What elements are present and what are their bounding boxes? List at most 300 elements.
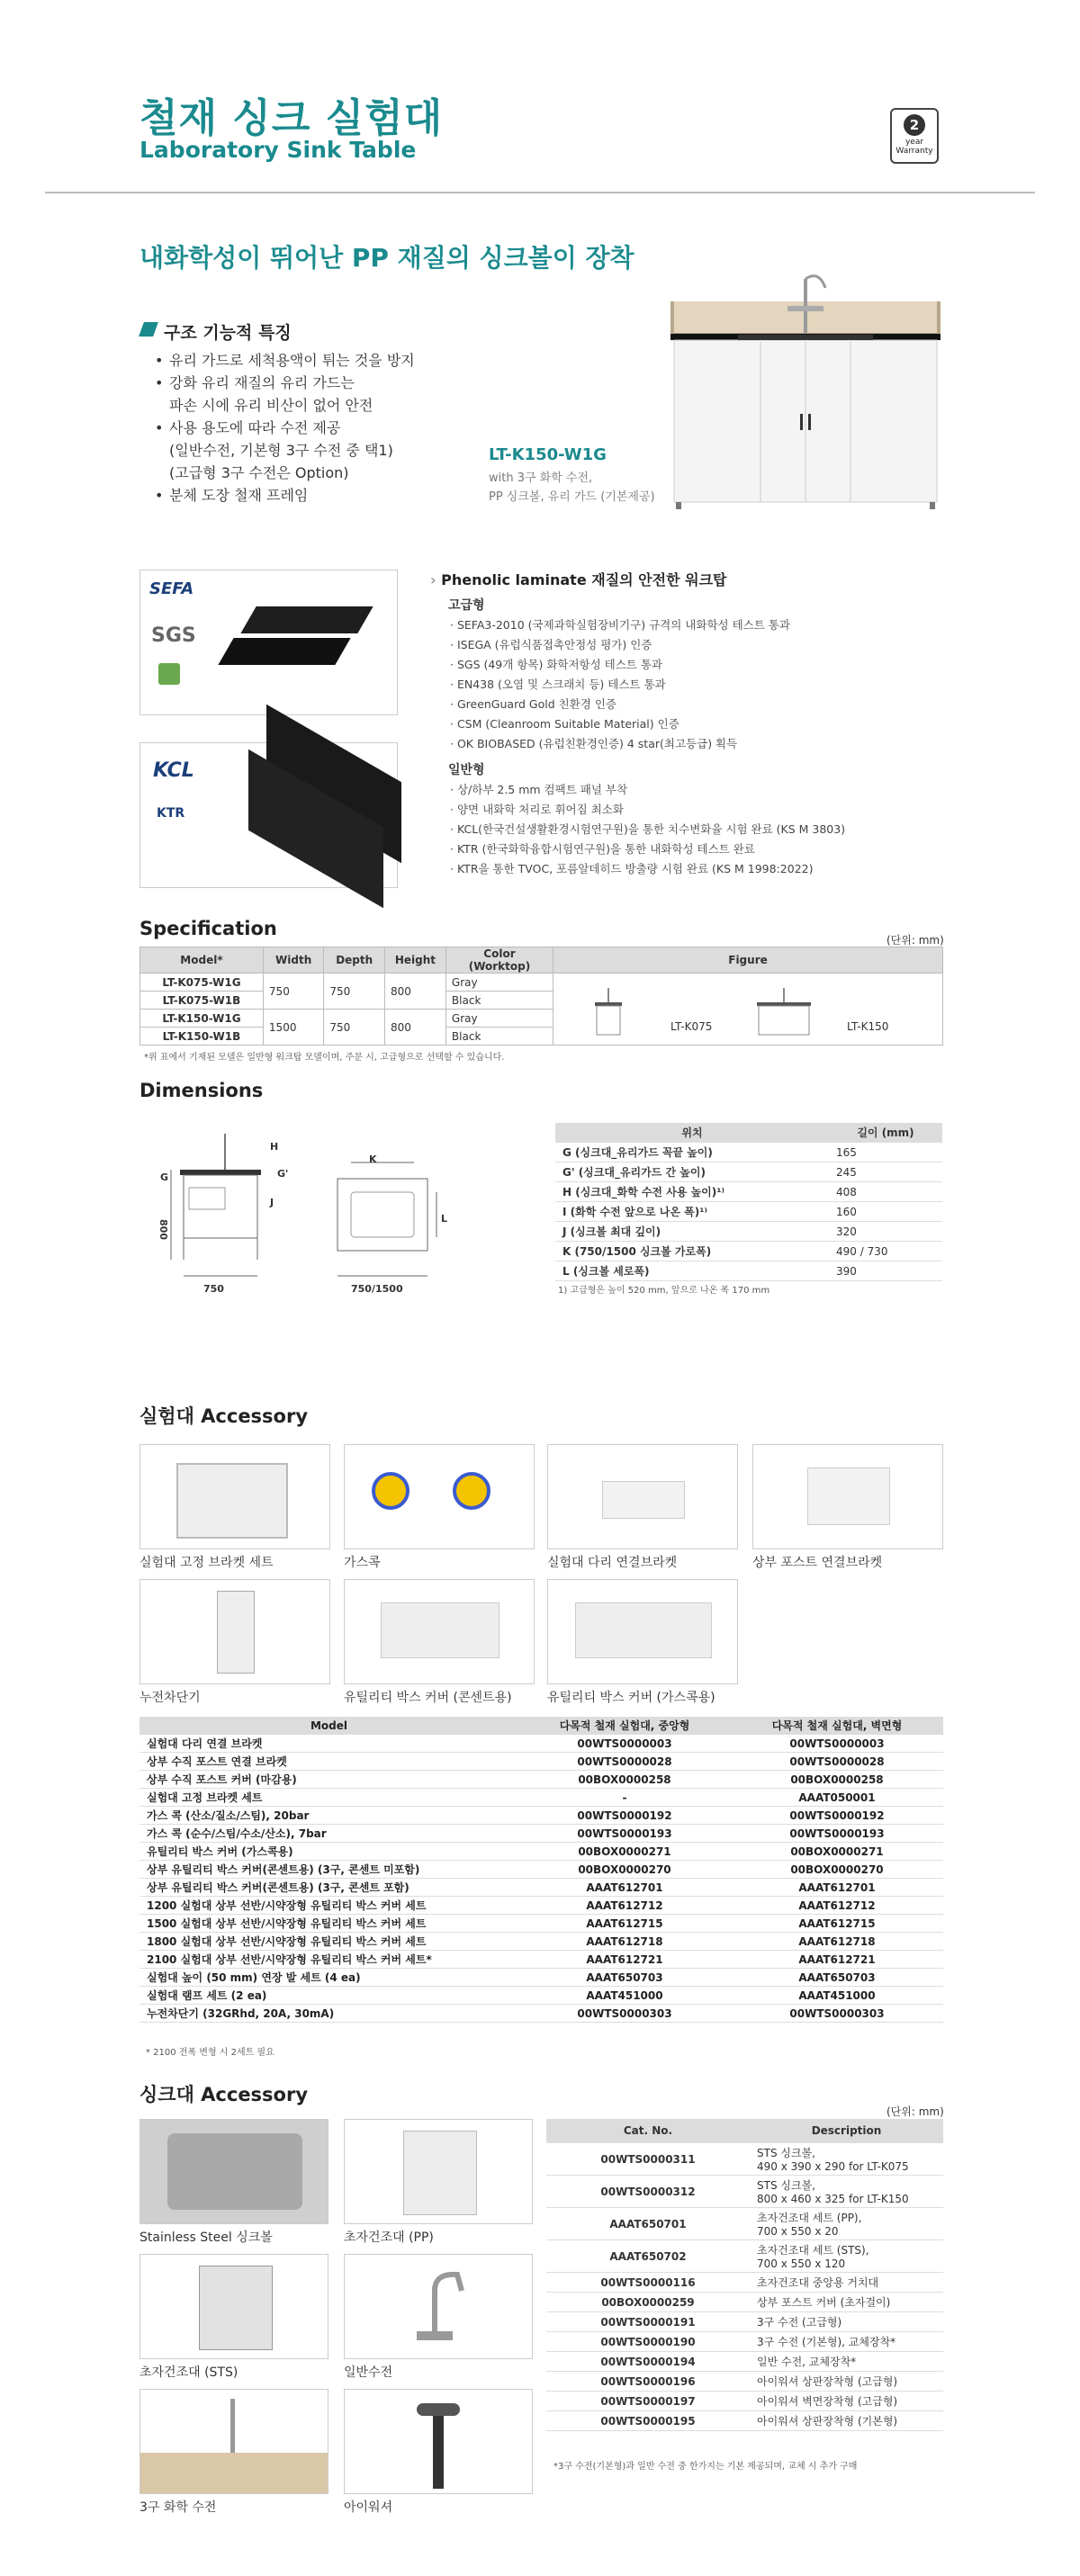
dim-row xyxy=(555,1222,942,1242)
table-row xyxy=(546,2208,943,2240)
acc-code: AAAT451000 xyxy=(731,1987,943,2005)
spec-depth: 750 xyxy=(324,1010,385,1046)
acc-code: 00WTS0000303 xyxy=(518,2005,731,2023)
acc-label-breaker: 누전차단기 xyxy=(140,1691,201,1705)
eyewash-stem xyxy=(433,2408,444,2489)
worktop-item-text: GreenGuard Gold 친환경 인증 xyxy=(456,697,616,711)
pp-rack-shape xyxy=(403,2131,477,2215)
dim-pos: J (싱크볼 최대 깊이) xyxy=(555,1222,829,1242)
table-row xyxy=(140,1987,943,2005)
acc-code: 00WTS0000193 xyxy=(518,1825,731,1843)
acc-code: 00WTS0000028 xyxy=(518,1753,731,1771)
acc-model: 상부 수직 포스트 커버 (마감용) xyxy=(140,1771,518,1789)
acc-model: 누전차단기 (32GRhd, 20A, 30mA) xyxy=(140,2005,518,2023)
acc-code: AAAT612718 xyxy=(731,1933,943,1951)
acc-code: AAAT612712 xyxy=(731,1897,943,1915)
panel-bottom xyxy=(218,638,350,665)
sink-desc-line1: 초자건조대 중앙용 거치대 xyxy=(757,2276,879,2289)
acc-model: 유틸리티 박스 커버 (가스콕용) xyxy=(140,1843,518,1861)
sink-desc-line1: 아이워셔 벽면장착형 (고급형) xyxy=(757,2395,898,2408)
sink-desc xyxy=(750,2411,943,2431)
acc-code: 00WTS0000192 xyxy=(731,1807,943,1825)
acc-model: 가스 콕 (산소/질소/스팀), 20bar xyxy=(140,1807,518,1825)
bullet-icon: · xyxy=(450,697,457,711)
spec-model: LT-K075-W1B xyxy=(140,992,264,1010)
table-row xyxy=(140,1879,943,1897)
acc-label-gascock: 가스콕 xyxy=(344,1556,381,1570)
table-row xyxy=(546,2273,943,2293)
sink-desc xyxy=(750,2208,943,2240)
acc-code: 00BOX0000270 xyxy=(731,1861,943,1879)
3way-bg xyxy=(140,2453,328,2493)
table-row xyxy=(140,1735,943,1753)
product-model: LT-K150-W1G xyxy=(489,445,607,464)
acc-header-center: 다목적 철재 실험대, 중앙형 xyxy=(518,1717,731,1735)
worktop-item-text: EN438 (오염 및 스크래치 등) 테스트 통과 xyxy=(456,678,666,691)
spec-table xyxy=(140,947,943,1046)
lab-accessory-table xyxy=(140,1717,943,2023)
spec-fig-label-2: LT-K150 xyxy=(847,1020,889,1033)
chevron-right-icon: › xyxy=(430,571,442,588)
dim-row xyxy=(555,1182,942,1202)
acc-model: 2100 실험대 상부 선반/시약장형 유틸리티 박스 커버 세트* xyxy=(140,1951,518,1969)
table-row xyxy=(546,2372,943,2392)
acc-model: 가스 콕 (순수/스팀/수소/산소), 7bar xyxy=(140,1825,518,1843)
worktop-item-text: SGS (49개 항목) 화학저항성 테스트 통과 xyxy=(456,658,663,671)
worktop-item-text: KTR을 통한 TVOC, 포름알데히드 방출량 시험 완료 (KS M 1998:2022) xyxy=(456,862,814,875)
acc-code: 00BOX0000271 xyxy=(518,1843,731,1861)
acc-model: 상부 유틸리티 박스 커버(콘센트용) (3구, 콘센트 미포함) xyxy=(140,1861,518,1879)
product-image xyxy=(662,270,950,531)
kcl-logo: KCL xyxy=(153,759,194,782)
gascock-1 xyxy=(372,1472,410,1510)
acc-header-wall: 다목적 철재 실험대, 벽면형 xyxy=(731,1717,943,1735)
spec-title: Specification xyxy=(140,918,277,939)
table-row xyxy=(546,2293,943,2312)
warranty-badge xyxy=(890,108,939,164)
bullet-icon: · xyxy=(450,737,457,750)
spec-header-depth: Depth xyxy=(324,947,385,974)
sink-desc-line1: 아이워셔 상판장착형 (기본형) xyxy=(757,2415,898,2428)
dimensions-title: Dimensions xyxy=(140,1080,264,1101)
acc-code: AAAT050001 xyxy=(731,1789,943,1807)
sink-unit: (단위: mm) xyxy=(886,2105,944,2118)
acc-model: 상부 유틸리티 박스 커버(콘센트용) (3구, 콘센트 포함) xyxy=(140,1879,518,1897)
worktop-item-text: SEFA3-2010 (국제과학실험장비기구) 규격의 내화학성 테스트 통과 xyxy=(456,618,790,632)
spec-color: Black xyxy=(446,1028,553,1046)
features-title: 구조 기능적 특징 xyxy=(164,323,292,343)
product-desc xyxy=(489,469,655,507)
worktop-item xyxy=(450,734,790,754)
worktop-item xyxy=(450,635,790,655)
acc-code: AAAT650703 xyxy=(731,1969,943,1987)
worktop-item-text: KTR (한국화학융합시험연구원)을 통한 내화학성 테스트 완료 xyxy=(456,842,755,856)
worktop-item-text: 상/하부 2.5 mm 컴팩트 패널 부착 xyxy=(456,783,628,796)
acc-label-leg-bracket: 실험대 다리 연결브라켓 xyxy=(547,1556,678,1570)
dim-val: 165 xyxy=(829,1143,942,1162)
table-row xyxy=(546,2352,943,2372)
table-row xyxy=(140,1861,943,1879)
acc-code: AAAT451000 xyxy=(518,1987,731,2005)
feature-item: (고급형 3구 수전은 Option) xyxy=(169,464,349,481)
table-row xyxy=(140,1753,943,1771)
dim-row xyxy=(555,1202,942,1222)
acc-model: 1800 실험대 상부 선반/시약장형 유틸리티 박스 커버 세트 xyxy=(140,1933,518,1951)
feature-item: • 유리 가드로 세척용액이 튀는 것을 방지 xyxy=(153,349,477,372)
spec-header-model: Model* xyxy=(140,947,264,974)
dim-label-gp: G' xyxy=(277,1168,289,1180)
table-row xyxy=(546,2143,943,2176)
table-row xyxy=(546,2312,943,2332)
table-row xyxy=(140,1825,943,1843)
spec-color: Gray xyxy=(446,974,553,992)
table-row xyxy=(546,2411,943,2431)
spec-header-figure: Figure xyxy=(554,947,943,974)
dim-val: 490 / 730 xyxy=(829,1242,942,1261)
sink-header-cat: Cat. No. xyxy=(546,2119,750,2143)
sink-cat: AAAT650701 xyxy=(546,2208,750,2240)
sink-desc xyxy=(750,2332,943,2352)
table-row xyxy=(546,2240,943,2273)
acc-img-bracket-set xyxy=(140,1444,330,1549)
acc-code: 00WTS0000303 xyxy=(731,2005,943,2023)
spec-model: LT-K150-W1B xyxy=(140,1028,264,1046)
gas-cover-shape xyxy=(575,1602,712,1658)
acc-code: 00WTS0000003 xyxy=(518,1735,731,1753)
sink-label-eyewash: 아이워셔 xyxy=(344,2500,393,2515)
acc-code: 00BOX0000271 xyxy=(731,1843,943,1861)
table-row xyxy=(140,1897,943,1915)
acc-header-model: Model xyxy=(140,1717,518,1735)
sink-header-desc: Description xyxy=(750,2119,943,2143)
dim-pos: I (화학 수전 앞으로 나온 폭)¹⁾ xyxy=(555,1202,829,1222)
post-bracket-shape xyxy=(807,1468,890,1525)
acc-label-outlet-cover: 유틸리티 박스 커버 (콘센트용) xyxy=(344,1691,512,1705)
product-desc-line2: PP 싱크볼, 유리 가드 (기본제공) xyxy=(489,490,655,504)
sink-label-sts: Stainless Steel 싱크볼 xyxy=(140,2230,273,2245)
dim-label-h: H xyxy=(270,1141,279,1153)
worktop-title-text: Phenolic laminate 재질의 안전한 워크탑 xyxy=(441,571,727,588)
worktop-item xyxy=(450,800,845,820)
sink-desc xyxy=(750,2312,943,2332)
spec-color: Black xyxy=(446,992,553,1010)
dim-label-k: K xyxy=(369,1153,377,1165)
worktop-item xyxy=(450,714,790,734)
acc-model: 실험대 다리 연결 브라켓 xyxy=(140,1735,518,1753)
sink-desc xyxy=(750,2240,943,2273)
table-row xyxy=(140,1807,943,1825)
dim-note: 1) 고급형은 높이 520 mm, 앞으로 나온 폭 170 mm xyxy=(558,1286,770,1296)
spec-height: 800 xyxy=(384,974,446,1010)
dim-pos: L (싱크볼 세로폭) xyxy=(555,1261,829,1281)
spec-model: LT-K075-W1G xyxy=(140,974,264,992)
acc-code: AAAT612715 xyxy=(518,1915,731,1933)
dim-row xyxy=(555,1162,942,1182)
spec-header-color: Color (Worktop) xyxy=(446,947,553,974)
sink-label-pp-rack: 초자건조대 (PP) xyxy=(344,2230,434,2245)
sink-desc-line1: 초자건조대 세트 (PP), xyxy=(757,2212,862,2224)
bullet-icon: · xyxy=(450,658,457,671)
sink-img-3way xyxy=(140,2389,328,2494)
dim-val: 160 xyxy=(829,1202,942,1222)
acc-code: AAAT612721 xyxy=(518,1951,731,1969)
acc-img-outlet-cover xyxy=(344,1579,535,1684)
table-row xyxy=(140,1843,943,1861)
spec-header-height: Height xyxy=(384,947,446,974)
acc-code: 00BOX0000258 xyxy=(731,1771,943,1789)
dim-label-g: G xyxy=(160,1171,169,1183)
spec-figures xyxy=(559,975,937,1044)
acc-code: 00WTS0000003 xyxy=(731,1735,943,1753)
sink-desc-line2: 700 x 550 x 20 xyxy=(757,2225,839,2238)
worktop-title xyxy=(430,569,727,589)
dim-val: 408 xyxy=(829,1182,942,1202)
acc-img-leg-bracket xyxy=(547,1444,738,1549)
leg-bracket-shape xyxy=(602,1481,685,1519)
bullet-icon: · xyxy=(450,618,457,632)
dimensions-drawing xyxy=(144,1125,468,1305)
bullet-icon: · xyxy=(450,803,457,816)
acc-code: AAAT612718 xyxy=(518,1933,731,1951)
sink-cat: 00WTS0000312 xyxy=(546,2176,750,2208)
sink-cat: 00WTS0000191 xyxy=(546,2312,750,2332)
sink-desc xyxy=(750,2143,943,2176)
spec-fig-label-1: LT-K075 xyxy=(670,1020,713,1033)
dim-pos: G' (싱크대_유리가드 간 높이) xyxy=(555,1162,829,1182)
worktop-item xyxy=(450,839,845,859)
acc-model: 상부 수직 포스트 연결 브라켓 xyxy=(140,1753,518,1771)
acc-code: 00WTS0000193 xyxy=(731,1825,943,1843)
page-subtitle-en: Laboratory Sink Table xyxy=(140,137,417,163)
table-row xyxy=(140,1969,943,1987)
gascock-2 xyxy=(453,1472,490,1510)
sink-desc-line1: 초자건조대 세트 (STS), xyxy=(757,2244,869,2257)
sink-label-faucet: 일반수전 xyxy=(344,2365,393,2380)
header-divider xyxy=(45,192,1035,193)
acc-code: 00BOX0000270 xyxy=(518,1861,731,1879)
worktop-item-text: ISEGA (유럽식품접촉안정성 평가) 인증 xyxy=(456,638,652,651)
worktop-item xyxy=(450,615,790,635)
sefa-logo: SEFA xyxy=(149,579,194,598)
bullet-icon: · xyxy=(450,678,457,691)
spec-depth: 750 xyxy=(324,974,385,1010)
acc-code: AAAT612721 xyxy=(731,1951,943,1969)
acc-code: 00WTS0000028 xyxy=(731,1753,943,1771)
dim-label-800: 800 xyxy=(157,1219,169,1240)
spec-header-width: Width xyxy=(263,947,323,974)
dim-pos: H (싱크대_화학 수전 사용 높이)¹⁾ xyxy=(555,1182,829,1202)
sink-cat: AAAT650702 xyxy=(546,2240,750,2273)
worktop-item xyxy=(450,780,845,800)
sink-desc-line1: 3구 수전 (고급형) xyxy=(757,2316,842,2329)
worktop-item-text: KCL(한국건설생활환경시험연구원)을 통한 치수변화율 시험 완료 (KS M 3803) xyxy=(456,822,846,836)
worktop-item-text: CSM (Cleanroom Suitable Material) 인증 xyxy=(456,717,680,731)
dim-row xyxy=(555,1261,942,1281)
bullet-icon: · xyxy=(450,842,457,856)
dim-header-len: 길이 (mm) xyxy=(829,1123,942,1143)
sink-desc-line1: STS 싱크볼, xyxy=(757,2179,815,2192)
sink-desc-line1: STS 싱크볼, xyxy=(757,2147,815,2159)
acc-code: AAAT612701 xyxy=(518,1879,731,1897)
sink-desc-line2: 700 x 550 x 120 xyxy=(757,2257,846,2270)
acc-img-gascock xyxy=(344,1444,535,1549)
table-row xyxy=(140,2005,943,2023)
worktop-premium-list xyxy=(450,615,790,754)
sink-img-pp-rack xyxy=(344,2119,533,2224)
acc-code: AAAT612712 xyxy=(518,1897,731,1915)
spec-height: 800 xyxy=(384,1010,446,1046)
table-row xyxy=(140,1789,943,1807)
sink-cat: 00WTS0000194 xyxy=(546,2352,750,2372)
acc-model: 1500 실험대 상부 선반/시약장형 유틸리티 박스 커버 세트 xyxy=(140,1915,518,1933)
spec-note: *위 표에서 기재된 모델은 일반형 워크탑 모델이며, 주문 시, 고급형으로 선택할 수 있습니다. xyxy=(144,1053,505,1063)
worktop-item xyxy=(450,859,845,879)
acc-code: 00WTS0000192 xyxy=(518,1807,731,1825)
worktop-item xyxy=(450,820,845,839)
acc-code: - xyxy=(518,1789,731,1807)
dim-label-j: J xyxy=(270,1197,274,1208)
warranty-years: 2 xyxy=(904,114,925,136)
dim-row xyxy=(555,1143,942,1162)
sink-note: *3구 수전(기본형)과 일반 수전 중 한가지는 기본 제공되며, 교체 시 추가 구매 xyxy=(554,2462,858,2472)
spec-width: 750 xyxy=(263,974,323,1010)
greenguard-logo xyxy=(158,663,180,685)
outlet-cover-shape xyxy=(381,1602,500,1658)
bullet-icon: · xyxy=(450,822,457,836)
sts-rack-shape xyxy=(199,2266,273,2350)
sink-img-eyewash xyxy=(344,2389,533,2494)
sink-accessory-table xyxy=(546,2119,943,2431)
sink-cat: 00BOX0000259 xyxy=(546,2293,750,2312)
acc-label-post-bracket: 상부 포스트 연결브라켓 xyxy=(752,1556,883,1570)
acc-img-gas-cover xyxy=(547,1579,738,1684)
dim-label-l: L xyxy=(441,1213,448,1225)
dim-val: 245 xyxy=(829,1162,942,1182)
acc-code: 00BOX0000258 xyxy=(518,1771,731,1789)
dim-val: 320 xyxy=(829,1222,942,1242)
worktop-item xyxy=(450,695,790,714)
eyewash-head xyxy=(417,2403,460,2416)
worktop-standard-image xyxy=(140,742,398,888)
sink-desc xyxy=(750,2392,943,2411)
dim-pos: K (750/1500 싱크볼 가로폭) xyxy=(555,1242,829,1261)
sink-img-faucet xyxy=(344,2254,533,2359)
worktop-standard-title: 일반형 xyxy=(448,763,485,777)
acc-code: AAAT612715 xyxy=(731,1915,943,1933)
dim-label-750: 750 xyxy=(203,1283,224,1295)
dim-val: 390 xyxy=(829,1261,942,1281)
worktop-premium-image xyxy=(140,570,398,715)
table-row xyxy=(140,1915,943,1933)
sink-desc xyxy=(750,2176,943,2208)
warranty-label: Warranty xyxy=(896,147,933,156)
spec-width: 1500 xyxy=(263,1010,323,1046)
sink-desc-line1: 일반 수전, 교체장착* xyxy=(757,2356,857,2368)
dim-header-pos: 위치 xyxy=(555,1123,829,1143)
table-row xyxy=(546,2176,943,2208)
table-row xyxy=(140,1771,943,1789)
features-list xyxy=(153,349,477,507)
acc-label-gas-cover: 유틸리티 박스 커버 (가스콕용) xyxy=(547,1691,716,1705)
warranty-year-label: year xyxy=(904,138,924,147)
dim-pos: G (싱크대_유리가드 꼭끝 높이) xyxy=(555,1143,829,1162)
worktop-item xyxy=(450,675,790,695)
sink-cat: 00WTS0000197 xyxy=(546,2392,750,2411)
sink-desc-line1: 3구 수전 (기본형), 교체장착* xyxy=(757,2336,896,2348)
lab-accessory-title: 실험대 Accessory xyxy=(140,1405,309,1427)
acc-note: * 2100 전폭 변형 시 2세트 필요 xyxy=(146,2048,274,2058)
worktop-premium-title: 고급형 xyxy=(448,598,485,613)
table-row xyxy=(140,1933,943,1951)
sink-desc xyxy=(750,2293,943,2312)
breaker-shape xyxy=(217,1591,255,1674)
sink-desc-line2: 490 x 390 x 290 for LT-K075 xyxy=(757,2160,909,2173)
bracket-shape xyxy=(176,1463,288,1539)
worktop-standard-list xyxy=(450,780,845,879)
acc-code: AAAT650703 xyxy=(518,1969,731,1987)
sgs-logo: SGS xyxy=(151,624,196,647)
sink-img-sts-rack xyxy=(140,2254,328,2359)
bullet-icon: · xyxy=(450,717,457,731)
worktop-item-text: 양면 내화학 처리로 휘어짐 최소화 xyxy=(456,803,624,816)
spec-unit: (단위: mm) xyxy=(886,934,944,947)
acc-code: AAAT612701 xyxy=(731,1879,943,1897)
dimensions-table xyxy=(555,1123,942,1281)
table-row xyxy=(546,2332,943,2352)
spec-color: Gray xyxy=(446,1010,553,1028)
spec-model: LT-K150-W1G xyxy=(140,1010,264,1028)
feature-item: 파손 시에 유리 비산이 없어 안전 xyxy=(169,397,374,414)
acc-img-post-bracket xyxy=(752,1444,943,1549)
spec-figure-cell xyxy=(554,974,943,1046)
sink-accessory-title: 싱크대 Accessory xyxy=(140,2084,309,2105)
sink-desc xyxy=(750,2273,943,2293)
sink-label-sts-rack: 초자건조대 (STS) xyxy=(140,2365,238,2380)
sink-cat: 00WTS0000195 xyxy=(546,2411,750,2431)
table-row xyxy=(140,1951,943,1969)
3way-pipe xyxy=(230,2399,235,2453)
bullet-icon: · xyxy=(450,638,457,651)
sts-basin xyxy=(167,2133,302,2210)
acc-label-bracket-set: 실험대 고정 브라켓 세트 xyxy=(140,1556,274,1570)
sink-desc xyxy=(750,2352,943,2372)
sink-cat: 00WTS0000311 xyxy=(546,2143,750,2176)
acc-model: 실험대 램프 세트 (2 ea) xyxy=(140,1987,518,2005)
sink-cat: 00WTS0000196 xyxy=(546,2372,750,2392)
page-title: 철재 싱크 실험대 xyxy=(140,95,444,141)
section-subheading: 내화학성이 뛰어난 PP 재질의 싱크볼이 장착 xyxy=(140,243,634,273)
bullet-icon: · xyxy=(450,862,457,875)
feature-item: (일반수전, 기본형 3구 수전 중 택1) xyxy=(169,442,393,459)
acc-model: 1200 실험대 상부 선반/시약장형 유틸리티 박스 커버 세트 xyxy=(140,1897,518,1915)
sink-label-3way: 3구 화학 수전 xyxy=(140,2500,217,2515)
faucet-shape xyxy=(345,2255,532,2358)
worktop-item-text: OK BIOBASED (유럽친환경인증) 4 star(최고등급) 획득 xyxy=(456,737,738,750)
product-desc-line1: with 3구 화학 수전, xyxy=(489,471,593,485)
sink-cat: 00WTS0000190 xyxy=(546,2332,750,2352)
worktop-item xyxy=(450,655,790,675)
dim-label-750-1500: 750/1500 xyxy=(351,1283,403,1295)
acc-img-breaker xyxy=(140,1579,330,1684)
ktr-logo: KTR xyxy=(157,806,185,821)
table-row xyxy=(546,2392,943,2411)
sink-desc-line1: 상부 포스트 커버 (초자걸이) xyxy=(757,2296,891,2309)
sink-desc-line2: 800 x 460 x 325 for LT-K150 xyxy=(757,2193,909,2205)
sink-cat: 00WTS0000116 xyxy=(546,2273,750,2293)
sink-desc xyxy=(750,2372,943,2392)
feature-item: • 사용 용도에 따라 수전 제공 xyxy=(153,417,477,439)
sink-desc-line1: 아이워셔 상판장착형 (고급형) xyxy=(757,2375,898,2388)
